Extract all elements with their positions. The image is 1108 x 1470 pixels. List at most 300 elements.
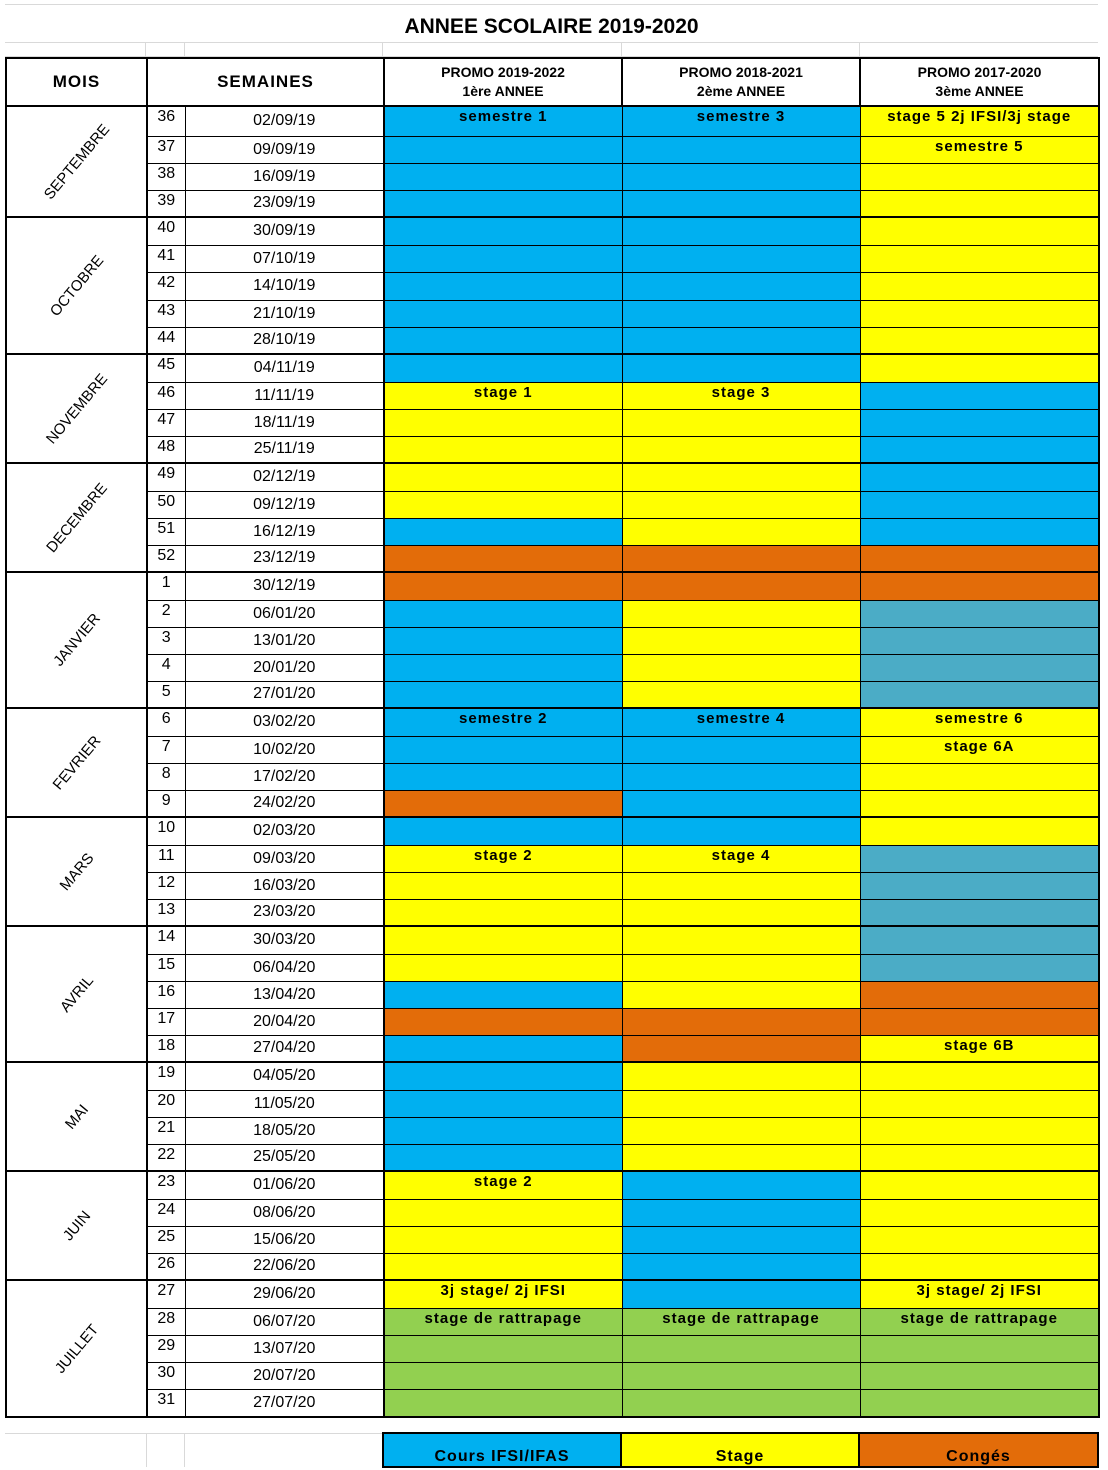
promo-1-cell bbox=[384, 136, 622, 163]
week-row bbox=[6, 572, 1099, 600]
week-row bbox=[6, 545, 1099, 572]
promo-2-cell bbox=[622, 245, 860, 272]
week-date: 09/12/19 bbox=[185, 491, 384, 518]
week-date: 30/12/19 bbox=[185, 572, 384, 600]
month-cell bbox=[6, 572, 147, 708]
month-label: JUIN bbox=[59, 1207, 94, 1244]
promo-3-cell bbox=[860, 1389, 1099, 1417]
week-date: 21/10/19 bbox=[185, 300, 384, 327]
legend-spacer bbox=[146, 1433, 184, 1467]
week-row bbox=[6, 736, 1099, 763]
sheet-gridline bbox=[621, 42, 622, 57]
promo-2-cell: stage de rattrapage bbox=[622, 1308, 860, 1335]
week-date: 25/05/20 bbox=[185, 1144, 384, 1171]
week-date: 02/09/19 bbox=[185, 106, 384, 136]
week-date: 04/05/20 bbox=[185, 1062, 384, 1090]
week-date: 29/06/20 bbox=[185, 1280, 384, 1308]
week-date: 06/07/20 bbox=[185, 1308, 384, 1335]
week-date: 01/06/20 bbox=[185, 1171, 384, 1199]
promo-year: 2ème ANNEE bbox=[696, 83, 786, 99]
week-number: 21 bbox=[147, 1117, 185, 1144]
week-row bbox=[6, 1280, 1099, 1308]
week-date: 23/03/20 bbox=[185, 899, 384, 926]
week-number: 11 bbox=[147, 845, 185, 872]
schedule-table bbox=[5, 57, 1100, 1418]
week-row bbox=[6, 1199, 1099, 1226]
promo-1-cell: semestre 1 bbox=[384, 106, 622, 136]
week-number: 7 bbox=[147, 736, 185, 763]
month-label: JANVIER bbox=[49, 610, 104, 670]
week-number: 46 bbox=[147, 382, 185, 409]
week-row bbox=[6, 1362, 1099, 1389]
week-date: 25/11/19 bbox=[185, 436, 384, 463]
promo-1-cell bbox=[384, 1090, 622, 1117]
promo-3-cell bbox=[860, 190, 1099, 217]
week-number: 15 bbox=[147, 954, 185, 981]
promo-header-1 bbox=[384, 58, 622, 106]
promo-1-cell bbox=[384, 245, 622, 272]
promo-3-cell bbox=[860, 327, 1099, 354]
promo-3-cell bbox=[860, 545, 1099, 572]
week-row bbox=[6, 845, 1099, 872]
promo-2-cell: semestre 4 bbox=[622, 708, 860, 736]
promo-2-cell bbox=[622, 217, 860, 245]
week-row bbox=[6, 926, 1099, 954]
promo-year: 3ème ANNEE bbox=[935, 83, 1024, 99]
promo-2-cell bbox=[622, 327, 860, 354]
promo-1-cell bbox=[384, 1144, 622, 1171]
week-row bbox=[6, 245, 1099, 272]
promo-2-cell bbox=[622, 1280, 860, 1308]
promo-3-cell: stage de rattrapage bbox=[860, 1308, 1099, 1335]
week-number: 52 bbox=[147, 545, 185, 572]
promo-2-cell bbox=[622, 681, 860, 708]
week-number: 5 bbox=[147, 681, 185, 708]
promo-2-cell bbox=[622, 1335, 860, 1362]
legend-stage: Stage bbox=[621, 1433, 859, 1467]
promo-1-cell bbox=[384, 436, 622, 463]
promo-3-cell bbox=[860, 1008, 1099, 1035]
week-number: 28 bbox=[147, 1308, 185, 1335]
month-cell bbox=[6, 926, 147, 1062]
week-row bbox=[6, 1308, 1099, 1335]
week-date: 02/12/19 bbox=[185, 463, 384, 491]
promo-1-cell bbox=[384, 1062, 622, 1090]
promo-2-cell bbox=[622, 518, 860, 545]
week-number: 40 bbox=[147, 217, 185, 245]
week-number: 44 bbox=[147, 327, 185, 354]
promo-1-cell bbox=[384, 817, 622, 845]
week-number: 30 bbox=[147, 1362, 185, 1389]
week-number: 38 bbox=[147, 163, 185, 190]
promo-2-cell bbox=[622, 136, 860, 163]
promo-3-cell: semestre 6 bbox=[860, 708, 1099, 736]
week-number: 10 bbox=[147, 817, 185, 845]
promo-1-cell bbox=[384, 872, 622, 899]
promo-3-cell bbox=[860, 899, 1099, 926]
week-date: 27/01/20 bbox=[185, 681, 384, 708]
promo-header-2 bbox=[622, 58, 860, 106]
week-number: 1 bbox=[147, 572, 185, 600]
promo-1-cell bbox=[384, 518, 622, 545]
week-row bbox=[6, 354, 1099, 382]
week-row bbox=[6, 708, 1099, 736]
week-row bbox=[6, 106, 1099, 136]
promo-2-cell bbox=[622, 1389, 860, 1417]
promo-2-cell bbox=[622, 1008, 860, 1035]
week-number: 27 bbox=[147, 1280, 185, 1308]
promo-1-cell bbox=[384, 926, 622, 954]
promo-3-cell bbox=[860, 954, 1099, 981]
promo-3-cell bbox=[860, 463, 1099, 491]
week-row bbox=[6, 217, 1099, 245]
week-row bbox=[6, 1144, 1099, 1171]
week-date: 18/05/20 bbox=[185, 1117, 384, 1144]
promo-1-cell bbox=[384, 1362, 622, 1389]
promo-3-cell bbox=[860, 491, 1099, 518]
month-label: OCTOBRE bbox=[46, 251, 107, 320]
week-row bbox=[6, 763, 1099, 790]
week-row bbox=[6, 1226, 1099, 1253]
week-row bbox=[6, 190, 1099, 217]
week-row bbox=[6, 272, 1099, 300]
promo-2-cell bbox=[622, 926, 860, 954]
week-number: 23 bbox=[147, 1171, 185, 1199]
promo-3-cell bbox=[860, 272, 1099, 300]
promo-2-cell bbox=[622, 272, 860, 300]
week-number: 9 bbox=[147, 790, 185, 817]
week-number: 3 bbox=[147, 627, 185, 654]
week-number: 48 bbox=[147, 436, 185, 463]
week-row bbox=[6, 1389, 1099, 1417]
promo-1-cell bbox=[384, 190, 622, 217]
month-cell bbox=[6, 217, 147, 354]
week-date: 23/12/19 bbox=[185, 545, 384, 572]
week-date: 17/02/20 bbox=[185, 763, 384, 790]
promo-2-cell bbox=[622, 1144, 860, 1171]
week-number: 6 bbox=[147, 708, 185, 736]
week-number: 25 bbox=[147, 1226, 185, 1253]
week-number: 17 bbox=[147, 1008, 185, 1035]
week-number: 29 bbox=[147, 1335, 185, 1362]
week-date: 28/10/19 bbox=[185, 327, 384, 354]
promo-1-cell bbox=[384, 654, 622, 681]
week-date: 20/07/20 bbox=[185, 1362, 384, 1389]
promo-2-cell bbox=[622, 1035, 860, 1062]
promo-3-cell: semestre 5 bbox=[860, 136, 1099, 163]
promo-1-cell bbox=[384, 300, 622, 327]
week-number: 50 bbox=[147, 491, 185, 518]
week-row bbox=[6, 436, 1099, 463]
week-row bbox=[6, 1090, 1099, 1117]
promo-2-cell bbox=[622, 654, 860, 681]
week-date: 30/09/19 bbox=[185, 217, 384, 245]
sheet-gridline bbox=[184, 42, 185, 57]
promo-1-cell bbox=[384, 1199, 622, 1226]
promo-2-cell bbox=[622, 954, 860, 981]
week-number: 47 bbox=[147, 409, 185, 436]
promo-3-cell bbox=[860, 1090, 1099, 1117]
promo-1-cell bbox=[384, 572, 622, 600]
promo-1-cell bbox=[384, 1389, 622, 1417]
promo-1-cell: stage 2 bbox=[384, 1171, 622, 1199]
week-date: 06/01/20 bbox=[185, 600, 384, 627]
week-number: 12 bbox=[147, 872, 185, 899]
promo-3-cell bbox=[860, 572, 1099, 600]
month-cell bbox=[6, 463, 147, 572]
month-label: MARS bbox=[56, 849, 97, 894]
month-label: DECEMBRE bbox=[42, 479, 111, 556]
promo-1-cell bbox=[384, 327, 622, 354]
promo-2-cell bbox=[622, 817, 860, 845]
promo-3-cell bbox=[860, 1199, 1099, 1226]
promo-3-cell bbox=[860, 1335, 1099, 1362]
promo-2-cell bbox=[622, 1117, 860, 1144]
week-number: 2 bbox=[147, 600, 185, 627]
promo-1-cell bbox=[384, 463, 622, 491]
promo-2-cell: stage 3 bbox=[622, 382, 860, 409]
promo-1-cell bbox=[384, 545, 622, 572]
week-date: 07/10/19 bbox=[185, 245, 384, 272]
week-row bbox=[6, 1335, 1099, 1362]
week-number: 18 bbox=[147, 1035, 185, 1062]
week-row bbox=[6, 1171, 1099, 1199]
week-row bbox=[6, 1062, 1099, 1090]
week-date: 16/09/19 bbox=[185, 163, 384, 190]
promo-3-cell bbox=[860, 845, 1099, 872]
promo-2-cell bbox=[622, 163, 860, 190]
promo-2-cell bbox=[622, 981, 860, 1008]
week-number: 43 bbox=[147, 300, 185, 327]
promo-1-cell: stage 1 bbox=[384, 382, 622, 409]
promo-3-cell bbox=[860, 600, 1099, 627]
promo-1-cell bbox=[384, 790, 622, 817]
promo-1-cell bbox=[384, 736, 622, 763]
promo-2-cell bbox=[622, 300, 860, 327]
week-date: 15/06/20 bbox=[185, 1226, 384, 1253]
promo-1-cell: stage de rattrapage bbox=[384, 1308, 622, 1335]
mois-header: MOIS bbox=[6, 58, 147, 106]
week-number: 51 bbox=[147, 518, 185, 545]
promo-1-cell bbox=[384, 491, 622, 518]
week-number: 20 bbox=[147, 1090, 185, 1117]
schedule-body bbox=[6, 106, 1099, 1417]
week-date: 14/10/19 bbox=[185, 272, 384, 300]
week-row bbox=[6, 872, 1099, 899]
promo-1-cell bbox=[384, 217, 622, 245]
promo-3-cell bbox=[860, 409, 1099, 436]
promo-2-cell bbox=[622, 627, 860, 654]
promo-1-cell bbox=[384, 1008, 622, 1035]
semaines-header: SEMAINES bbox=[147, 58, 384, 106]
promo-name: PROMO 2018-2021 bbox=[679, 64, 803, 80]
promo-3-cell bbox=[860, 627, 1099, 654]
week-date: 13/07/20 bbox=[185, 1335, 384, 1362]
promo-2-cell bbox=[622, 1062, 860, 1090]
promo-3-cell: stage 6B bbox=[860, 1035, 1099, 1062]
week-row bbox=[6, 899, 1099, 926]
promo-3-cell bbox=[860, 1062, 1099, 1090]
week-number: 13 bbox=[147, 899, 185, 926]
week-date: 11/11/19 bbox=[185, 382, 384, 409]
promo-1-cell bbox=[384, 899, 622, 926]
week-row bbox=[6, 954, 1099, 981]
month-cell bbox=[6, 708, 147, 817]
week-row bbox=[6, 600, 1099, 627]
promo-1-cell bbox=[384, 1117, 622, 1144]
week-row bbox=[6, 300, 1099, 327]
promo-2-cell bbox=[622, 899, 860, 926]
legend-conges: Congés bbox=[859, 1433, 1098, 1467]
week-number: 14 bbox=[147, 926, 185, 954]
promo-1-cell bbox=[384, 981, 622, 1008]
week-row bbox=[6, 790, 1099, 817]
promo-3-cell bbox=[860, 518, 1099, 545]
promo-1-cell bbox=[384, 163, 622, 190]
sheet-gridline bbox=[859, 42, 860, 57]
week-number: 49 bbox=[147, 463, 185, 491]
legend-spacer bbox=[184, 1433, 383, 1467]
week-date: 06/04/20 bbox=[185, 954, 384, 981]
month-label: NOVEMBRE bbox=[42, 370, 111, 447]
week-number: 24 bbox=[147, 1199, 185, 1226]
sheet-gridline bbox=[145, 42, 146, 57]
promo-3-cell bbox=[860, 790, 1099, 817]
promo-3-cell bbox=[860, 1171, 1099, 1199]
promo-2-cell bbox=[622, 1362, 860, 1389]
week-row bbox=[6, 163, 1099, 190]
promo-3-cell bbox=[860, 300, 1099, 327]
promo-1-cell bbox=[384, 1335, 622, 1362]
promo-2-cell bbox=[622, 354, 860, 382]
promo-3-cell bbox=[860, 1253, 1099, 1280]
month-cell bbox=[6, 106, 147, 217]
promo-1-cell: semestre 2 bbox=[384, 708, 622, 736]
week-date: 27/04/20 bbox=[185, 1035, 384, 1062]
legend-cours: Cours IFSI/IFAS bbox=[383, 1433, 621, 1467]
week-date: 08/06/20 bbox=[185, 1199, 384, 1226]
promo-2-cell bbox=[622, 1090, 860, 1117]
promo-2-cell bbox=[622, 190, 860, 217]
month-cell bbox=[6, 1062, 147, 1171]
promo-1-cell bbox=[384, 627, 622, 654]
promo-3-cell: stage 6A bbox=[860, 736, 1099, 763]
week-number: 16 bbox=[147, 981, 185, 1008]
promo-1-cell: stage 2 bbox=[384, 845, 622, 872]
month-label: MAI bbox=[61, 1100, 92, 1133]
promo-1-cell bbox=[384, 763, 622, 790]
promo-2-cell bbox=[622, 763, 860, 790]
week-row bbox=[6, 654, 1099, 681]
week-date: 02/03/20 bbox=[185, 817, 384, 845]
page-title: ANNEE SCOLAIRE 2019-2020 bbox=[404, 15, 699, 38]
week-number: 45 bbox=[147, 354, 185, 382]
week-row bbox=[6, 409, 1099, 436]
promo-3-cell bbox=[860, 1362, 1099, 1389]
promo-1-cell: 3j stage/ 2j IFSI bbox=[384, 1280, 622, 1308]
promo-2-cell bbox=[622, 872, 860, 899]
week-date: 11/05/20 bbox=[185, 1090, 384, 1117]
promo-1-cell bbox=[384, 681, 622, 708]
week-row bbox=[6, 817, 1099, 845]
sheet-gridline bbox=[382, 42, 383, 57]
week-number: 19 bbox=[147, 1062, 185, 1090]
week-row bbox=[6, 518, 1099, 545]
week-row bbox=[6, 136, 1099, 163]
promo-1-cell bbox=[384, 272, 622, 300]
promo-2-cell bbox=[622, 1171, 860, 1199]
promo-name: PROMO 2019-2022 bbox=[441, 64, 565, 80]
promo-3-cell bbox=[860, 817, 1099, 845]
week-date: 27/07/20 bbox=[185, 1389, 384, 1417]
week-date: 23/09/19 bbox=[185, 190, 384, 217]
week-number: 4 bbox=[147, 654, 185, 681]
promo-2-cell bbox=[622, 1226, 860, 1253]
week-number: 42 bbox=[147, 272, 185, 300]
promo-2-cell: semestre 3 bbox=[622, 106, 860, 136]
month-cell bbox=[6, 354, 147, 463]
week-date: 09/03/20 bbox=[185, 845, 384, 872]
legend-spacer bbox=[5, 1433, 146, 1467]
promo-3-cell bbox=[860, 926, 1099, 954]
week-row bbox=[6, 491, 1099, 518]
promo-3-cell bbox=[860, 1117, 1099, 1144]
week-row bbox=[6, 981, 1099, 1008]
promo-3-cell bbox=[860, 681, 1099, 708]
promo-2-cell bbox=[622, 600, 860, 627]
week-date: 30/03/20 bbox=[185, 926, 384, 954]
week-number: 41 bbox=[147, 245, 185, 272]
week-date: 20/04/20 bbox=[185, 1008, 384, 1035]
week-date: 16/03/20 bbox=[185, 872, 384, 899]
week-row bbox=[6, 681, 1099, 708]
week-row bbox=[6, 1253, 1099, 1280]
week-date: 13/04/20 bbox=[185, 981, 384, 1008]
week-date: 20/01/20 bbox=[185, 654, 384, 681]
week-date: 24/02/20 bbox=[185, 790, 384, 817]
week-number: 8 bbox=[147, 763, 185, 790]
header-row bbox=[6, 58, 1099, 106]
week-number: 26 bbox=[147, 1253, 185, 1280]
month-cell bbox=[6, 1171, 147, 1280]
week-number: 36 bbox=[147, 106, 185, 136]
promo-name: PROMO 2017-2020 bbox=[917, 64, 1042, 80]
week-number: 39 bbox=[147, 190, 185, 217]
week-date: 10/02/20 bbox=[185, 736, 384, 763]
week-row bbox=[6, 382, 1099, 409]
promo-3-cell bbox=[860, 245, 1099, 272]
month-label: AVRIL bbox=[56, 972, 97, 1016]
legend-row bbox=[5, 1433, 1098, 1467]
promo-2-cell bbox=[622, 572, 860, 600]
legend bbox=[5, 1432, 1099, 1468]
promo-3-cell bbox=[860, 163, 1099, 190]
week-number: 37 bbox=[147, 136, 185, 163]
promo-1-cell bbox=[384, 600, 622, 627]
promo-3-cell bbox=[860, 872, 1099, 899]
promo-1-cell bbox=[384, 1253, 622, 1280]
week-number: 31 bbox=[147, 1389, 185, 1417]
promo-year: 1ère ANNEE bbox=[462, 83, 544, 99]
promo-1-cell bbox=[384, 354, 622, 382]
promo-3-cell bbox=[860, 1226, 1099, 1253]
week-date: 03/02/20 bbox=[185, 708, 384, 736]
sheet-gridline bbox=[5, 42, 1098, 43]
promo-3-cell bbox=[860, 981, 1099, 1008]
promo-3-cell bbox=[860, 354, 1099, 382]
month-label: SEPTEMBRE bbox=[40, 120, 113, 203]
week-date: 18/11/19 bbox=[185, 409, 384, 436]
